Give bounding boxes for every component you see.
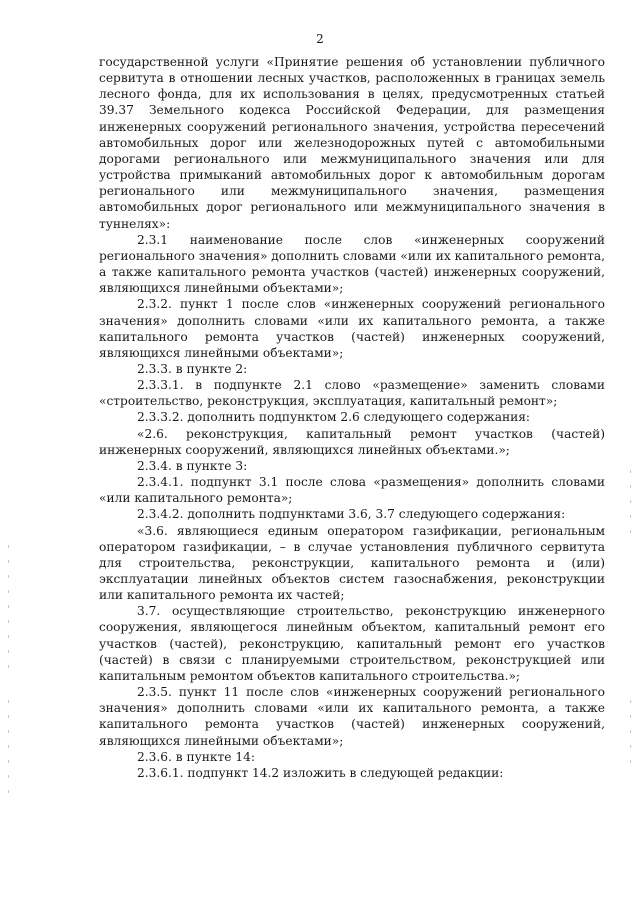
paragraph-2-3-3-1: 2.3.3.1. в подпункте 2.1 слово «размещение» заменить словами «строительство, реконструкция, эксплуатация, капитальный ремонт»; <box>99 378 605 409</box>
margin-tick <box>8 590 9 593</box>
margin-tick <box>8 745 9 748</box>
margin-tick <box>630 745 631 748</box>
margin-tick <box>8 760 9 763</box>
paragraph-quote-3-6: «3.6. являющиеся единым оператором газификации, региональным оператором газификации, – в случае установления публичного сервитута для строительства, реконструкции, капитального ремонта и (или) эксплуатации линейных объектов систем газоснабжения, реконструкции или капитального ремонта их частей; <box>99 523 605 603</box>
margin-tick <box>630 485 631 488</box>
margin-tick <box>630 515 631 518</box>
margin-tick <box>8 560 9 563</box>
margin-tick <box>630 470 631 473</box>
page-number: 2 <box>316 32 324 46</box>
margin-tick <box>8 545 9 548</box>
margin-tick <box>8 700 9 703</box>
margin-tick <box>8 575 9 578</box>
paragraph-2-3-5: 2.3.5. пункт 11 после слов «инженерных сооружений регионального значения» дополнить словами «или их капитального ремонта, а также капитального ремонта участков (частей) инженерных сооружений, являющихся линейными объектами»; <box>99 685 605 748</box>
paragraph-2-3-2: 2.3.2. пункт 1 после слов «инженерных сооружений регионального значения» дополнить словами «или их капитального ремонта, а также капитального ремонта участков (частей) инженерных сооружений, являющихся линейными объектами»; <box>99 297 605 360</box>
margin-tick <box>8 730 9 733</box>
margin-tick <box>8 635 9 638</box>
document-body <box>99 54 605 781</box>
paragraph-2-3-3: 2.3.3. в пункте 2: <box>137 361 248 376</box>
margin-tick <box>630 530 631 533</box>
paragraph-2-3-4-2: 2.3.4.2. дополнить подпунктами 3.6, 3.7 следующего содержания: <box>137 507 566 522</box>
margin-tick <box>630 500 631 503</box>
paragraph-2-3-6: 2.3.6. в пункте 14: <box>137 749 255 764</box>
margin-tick <box>630 700 631 703</box>
paragraph-quote-2-6: «2.6. реконструкция, капитальный ремонт участков (частей) инженерных сооружений, являющихся линейных объектами.»; <box>99 426 605 457</box>
margin-tick <box>630 715 631 718</box>
margin-tick <box>630 730 631 733</box>
margin-tick <box>8 650 9 653</box>
margin-tick <box>630 760 631 763</box>
paragraph-2-3-4-1: 2.3.4.1. подпункт 3.1 после слова «размещения» дополнить словами «или капитального ремонта»; <box>99 475 605 506</box>
paragraph-quote-3-7: 3.7. осуществляющие строительство, реконструкцию инженерного сооружения, являющегося линейным объектом, капитальный ремонт его участков (частей), реконструкцию, капитальный ремонт его участков (частей) в связи с планируемыми строительством, реконструкцией или капитальным ремонтом объектов капитального строительства.»; <box>99 604 605 683</box>
paragraph-2-3-4: 2.3.4. в пункте 3: <box>137 458 248 473</box>
margin-tick <box>8 620 9 623</box>
paragraph-service-name: государственной услуги «Принятие решения об установлении публичного сервитута в отношении лесных участков, расположенных в границах земель лесного фонда, для их использования в целях, предусмотренных статьей 39.37 Земельного кодекса Российской Федерации, для размещения инженерных сооружений регионального значения, устройства пересечений автомобильных дорог или железнодорожных путей с автомобильными дорогами регионального или межмуниципального значения или для устройства примыканий автомобильных дорог к автомобильным дорогам регионального или межмуниципального значения, размещения автомобильных дорог регионального или межмуниципального значения в туннелях»: <box>99 55 605 231</box>
margin-tick <box>8 790 9 793</box>
margin-tick <box>8 605 9 608</box>
paragraph-2-3-1: 2.3.1 наименование после слов «инженерных сооружений регионального значения» дополнить словами «или их капитального ремонта, а также капитального ремонта участков (частей) инженерных сооружений, являющихся линейными объектами»; <box>99 232 605 296</box>
margin-tick <box>8 665 9 668</box>
margin-tick <box>8 775 9 778</box>
paragraph-2-3-6-1: 2.3.6.1. подпункт 14.2 изложить в следующей редакции: <box>137 765 504 780</box>
margin-tick <box>8 715 9 718</box>
paragraph-2-3-3-2: 2.3.3.2. дополнить подпунктом 2.6 следующего содержания: <box>137 410 531 425</box>
